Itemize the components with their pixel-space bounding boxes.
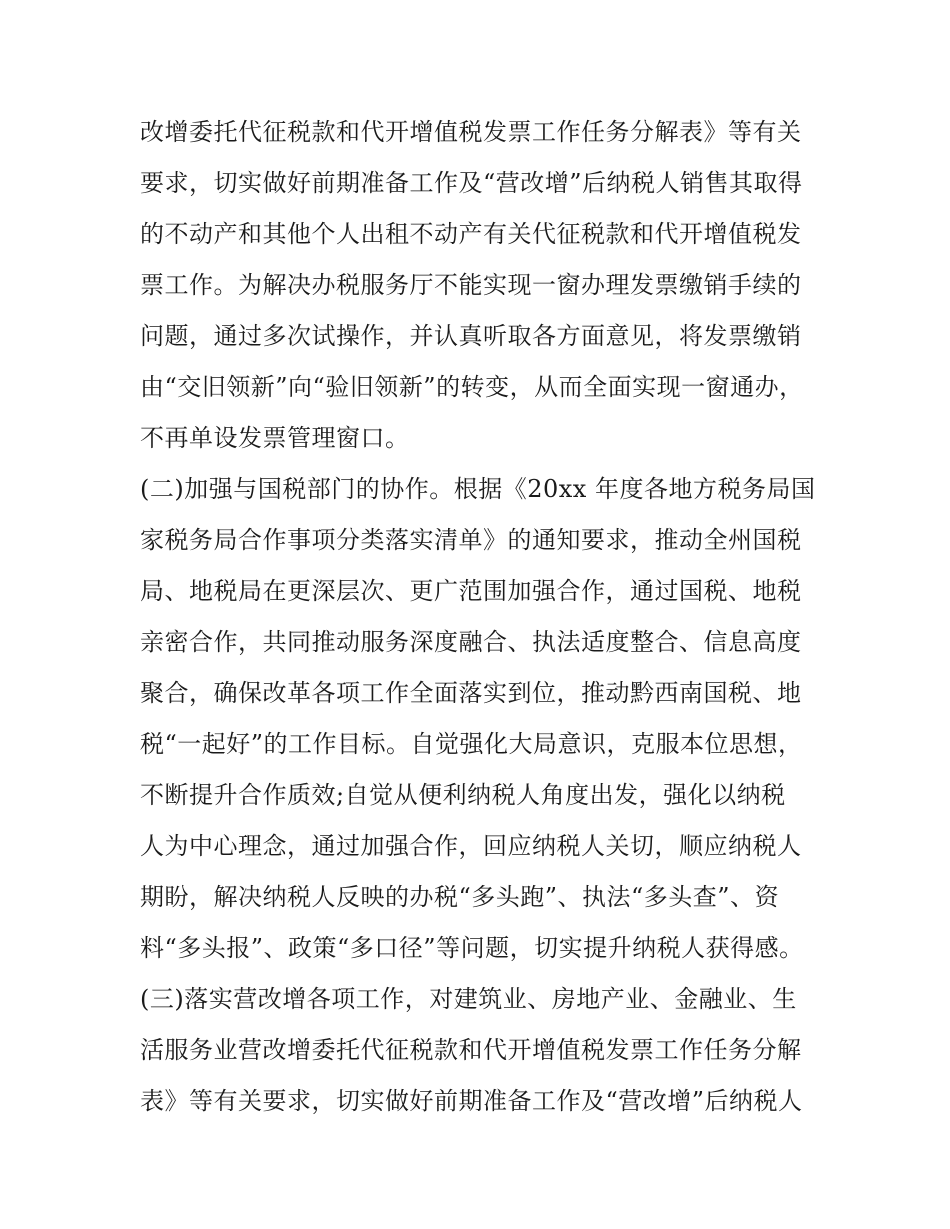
text-line: 聚合，确保改革各项工作全面落实到位，推动黔西南国税、地 — [140, 679, 802, 707]
text-line: 料“多头报”、政策“多口径”等问题，切实提升纳税人获得感。 — [140, 934, 804, 962]
text-line: 改增委托代征税款和代开增值税发票工作任务分解表》等有关 — [140, 118, 802, 146]
text-line: (三)落实营改增各项工作，对建筑业、房地产业、金融业、生 — [140, 985, 797, 1013]
text-line: 的不动产和其他个人出租不动产有关代征税款和代开增值税发 — [140, 220, 802, 248]
text-line: 要求，切实做好前期准备工作及“营改增”后纳税人销售其取得 — [140, 169, 803, 197]
text-line: 表》等有关要求，切实做好前期准备工作及“营改增”后纳税人 — [140, 1087, 803, 1115]
body-text — [140, 107, 830, 1127]
text-line: 不再单设发票管理窗口。 — [140, 424, 410, 452]
text-line: 局、地税局在更深层次、更广范围加强合作，通过国税、地税 — [140, 577, 802, 605]
text-line: 活服务业营改增委托代征税款和代开增值税发票工作任务分解 — [140, 1036, 802, 1064]
text-line: 家税务局合作事项分类落实清单》的通知要求，推动全州国税 — [140, 526, 802, 554]
text-line: 由“交旧领新”向“验旧领新”的转变，从而全面实现一窗通办， — [140, 373, 804, 401]
text-line: 期盼，解决纳税人反映的办税“多头跑”、执法“多头查”、资 — [140, 883, 780, 911]
text-line: (二)加强与国税部门的协作。根据《20xx 年度各地方税务局国 — [140, 475, 816, 503]
text-line: 问题，通过多次试操作，并认真听取各方面意见，将发票缴销 — [140, 322, 802, 350]
text-line: 亲密合作，共同推动服务深度融合、执法适度整合、信息高度 — [140, 628, 802, 656]
text-line: 不断提升合作质效;自觉从便利纳税人角度出发，强化以纳税 — [140, 781, 786, 809]
text-line: 税“一起好”的工作目标。自觉强化大局意识，克服本位思想， — [140, 730, 803, 758]
text-line: 人为中心理念，通过加强合作，回应纳税人关切，顺应纳税人 — [140, 832, 802, 860]
text-line: 票工作。为解决办税服务厅不能实现一窗办理发票缴销手续的 — [140, 271, 802, 299]
